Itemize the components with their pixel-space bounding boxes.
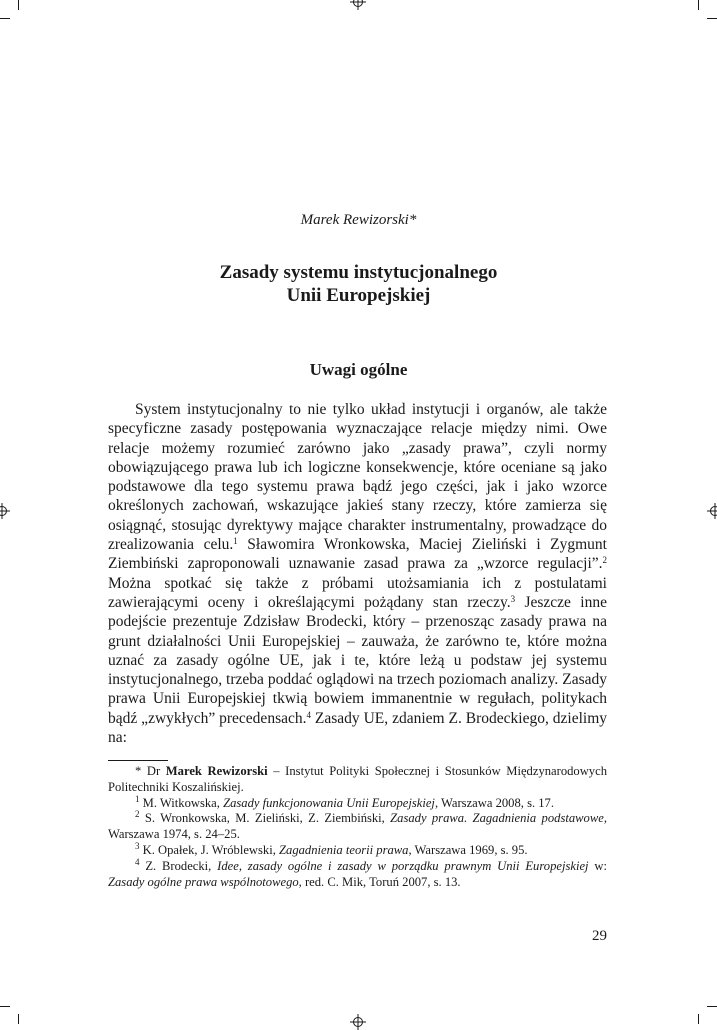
footnote-2 bbox=[108, 811, 607, 843]
crop-mark-bottom-right bbox=[707, 1006, 717, 1007]
crop-mark-top-right-v bbox=[698, 0, 699, 10]
footnote-ref-1: 1 bbox=[233, 536, 238, 546]
footnote-separator bbox=[108, 760, 168, 761]
article-title-line-2: Unii Europejskiej bbox=[0, 284, 717, 307]
registration-mark-bottom-icon bbox=[350, 1014, 366, 1030]
article-title-line-1: Zasady systemu instytucjonalnego bbox=[0, 261, 717, 284]
page-number: 29 bbox=[592, 928, 607, 945]
footnote-text: , Warszawa 2008, s. 17. bbox=[435, 796, 554, 810]
crop-mark-top-left bbox=[0, 18, 10, 19]
footnote-number: 2 bbox=[135, 809, 140, 819]
footnote-author bbox=[108, 764, 607, 796]
footnote-work-title: Zasady funkcjonowania Unii Europejskiej bbox=[223, 796, 435, 810]
registration-mark-top-icon bbox=[350, 0, 366, 10]
footnote-text: , red. C. Mik, Toruń 2007, s. 13. bbox=[299, 875, 461, 889]
body-paragraph bbox=[108, 400, 607, 747]
crop-mark-top-right bbox=[707, 18, 717, 19]
footnote-author-name: Marek Rewizorski bbox=[166, 764, 268, 778]
body-text-segment: Można spotkać się także z próbami utożsamiania ich z postulatami zawierającymi oceny i określającymi pożądany stan rzeczy. bbox=[108, 575, 607, 611]
footnote-ref-4: 4 bbox=[306, 710, 311, 720]
footnote-3 bbox=[108, 843, 607, 859]
footnote-text: , Warszawa 1969, s. 95. bbox=[408, 843, 527, 857]
registration-mark-left-icon bbox=[0, 503, 10, 519]
footnote-ref-2: 2 bbox=[603, 555, 608, 565]
footnote-text: , Warszawa 1974, s. 24–25. bbox=[108, 811, 607, 841]
footnote-text: S. Wronkowska, M. Zieliński, Z. Ziembiński, bbox=[140, 811, 391, 825]
footnote-text: Z. Brodecki, bbox=[140, 859, 218, 873]
body-text-segment: System instytucjonalny to nie tylko układ instytucji i organów, ale także specyficzne zasady postępowania wyznaczające relacje między nimi. Owe relacje możemy rozumieć zarówno jako „zasady prawa”, czyli normy obowiązującego prawa lub ich logiczne konsekwencje, które oceniane są jako podstawowe dla tego systemu prawa bądź jego części, jak i jako wzorce określonych zachowań, wskazujące jakieś stany rzeczy, które zamierza się osiągnąć, stosując dyrektywy mające charakter instrumentalny, prowadzące do zrealizowania celu. bbox=[108, 401, 607, 553]
footnote-number: 3 bbox=[135, 841, 140, 851]
body-text-segment: Jeszcze inne podejście prezentuje Zdzisław Brodecki, który – przenosząc zasady prawa na grunt działalności Unii Europejskiej – zauważa, że zarówno te, które można uznać za zasady ogólne UE, jak i te, które leżą u podstaw jej systemu instytucjonalnego, trzeba poddać oglądowi na trzech poziomach analizy. Zasady prawa Unii Europejskiej tkwią bowiem immanentnie w regułach, politykach bądź „zwykłych” precedensach. bbox=[108, 594, 607, 727]
footnote-work-title: Idee, zasady ogólne i zasady w porządku prawnym Unii Europejskiej bbox=[217, 859, 588, 873]
section-heading: Uwagi ogólne bbox=[0, 360, 717, 380]
footnote-text: * Dr bbox=[135, 764, 166, 778]
registration-mark-right-icon bbox=[707, 503, 717, 519]
footnote-text: M. Witkowska, bbox=[140, 796, 224, 810]
footnote-number: 1 bbox=[135, 794, 140, 804]
footnote-1 bbox=[108, 796, 607, 812]
footnote-text: – Instytut Polityki Społecznej i Stosunków Międzynarodowych Politechniki Koszalińskiej. bbox=[108, 764, 607, 794]
article-title bbox=[0, 261, 717, 307]
body-text-segment: Zasady UE, zdaniem Z. Brodeckiego, dzielimy na: bbox=[108, 710, 607, 746]
author-name: Marek Rewizorski* bbox=[0, 212, 717, 229]
crop-mark-bottom-left-v bbox=[18, 1014, 19, 1024]
footnote-text: K. Opałek, J. Wróblewski, bbox=[140, 843, 280, 857]
footnote-work-title: Zagadnienia teorii prawa bbox=[279, 843, 408, 857]
crop-mark-bottom-left bbox=[0, 1006, 10, 1007]
footnote-4 bbox=[108, 859, 607, 891]
footnote-work-title: Zasady prawa. Zagadnienia podstawowe bbox=[390, 811, 604, 825]
footnotes bbox=[108, 764, 607, 890]
footnote-text: w: bbox=[589, 859, 607, 873]
body-text bbox=[108, 400, 607, 747]
footnote-work-title: Zasady ogólne prawa wspólnotowego bbox=[108, 875, 299, 889]
footnote-ref-3: 3 bbox=[511, 594, 516, 604]
footnote-number: 4 bbox=[135, 857, 140, 867]
body-text-segment: Sławomira Wronkowska, Maciej Zieliński i Zygmunt Ziembiński zaproponowali uznawanie zasad prawa za „wzorce regulacji”. bbox=[108, 536, 607, 572]
crop-mark-bottom-right-v bbox=[698, 1014, 699, 1024]
crop-mark-top-left-v bbox=[18, 0, 19, 10]
